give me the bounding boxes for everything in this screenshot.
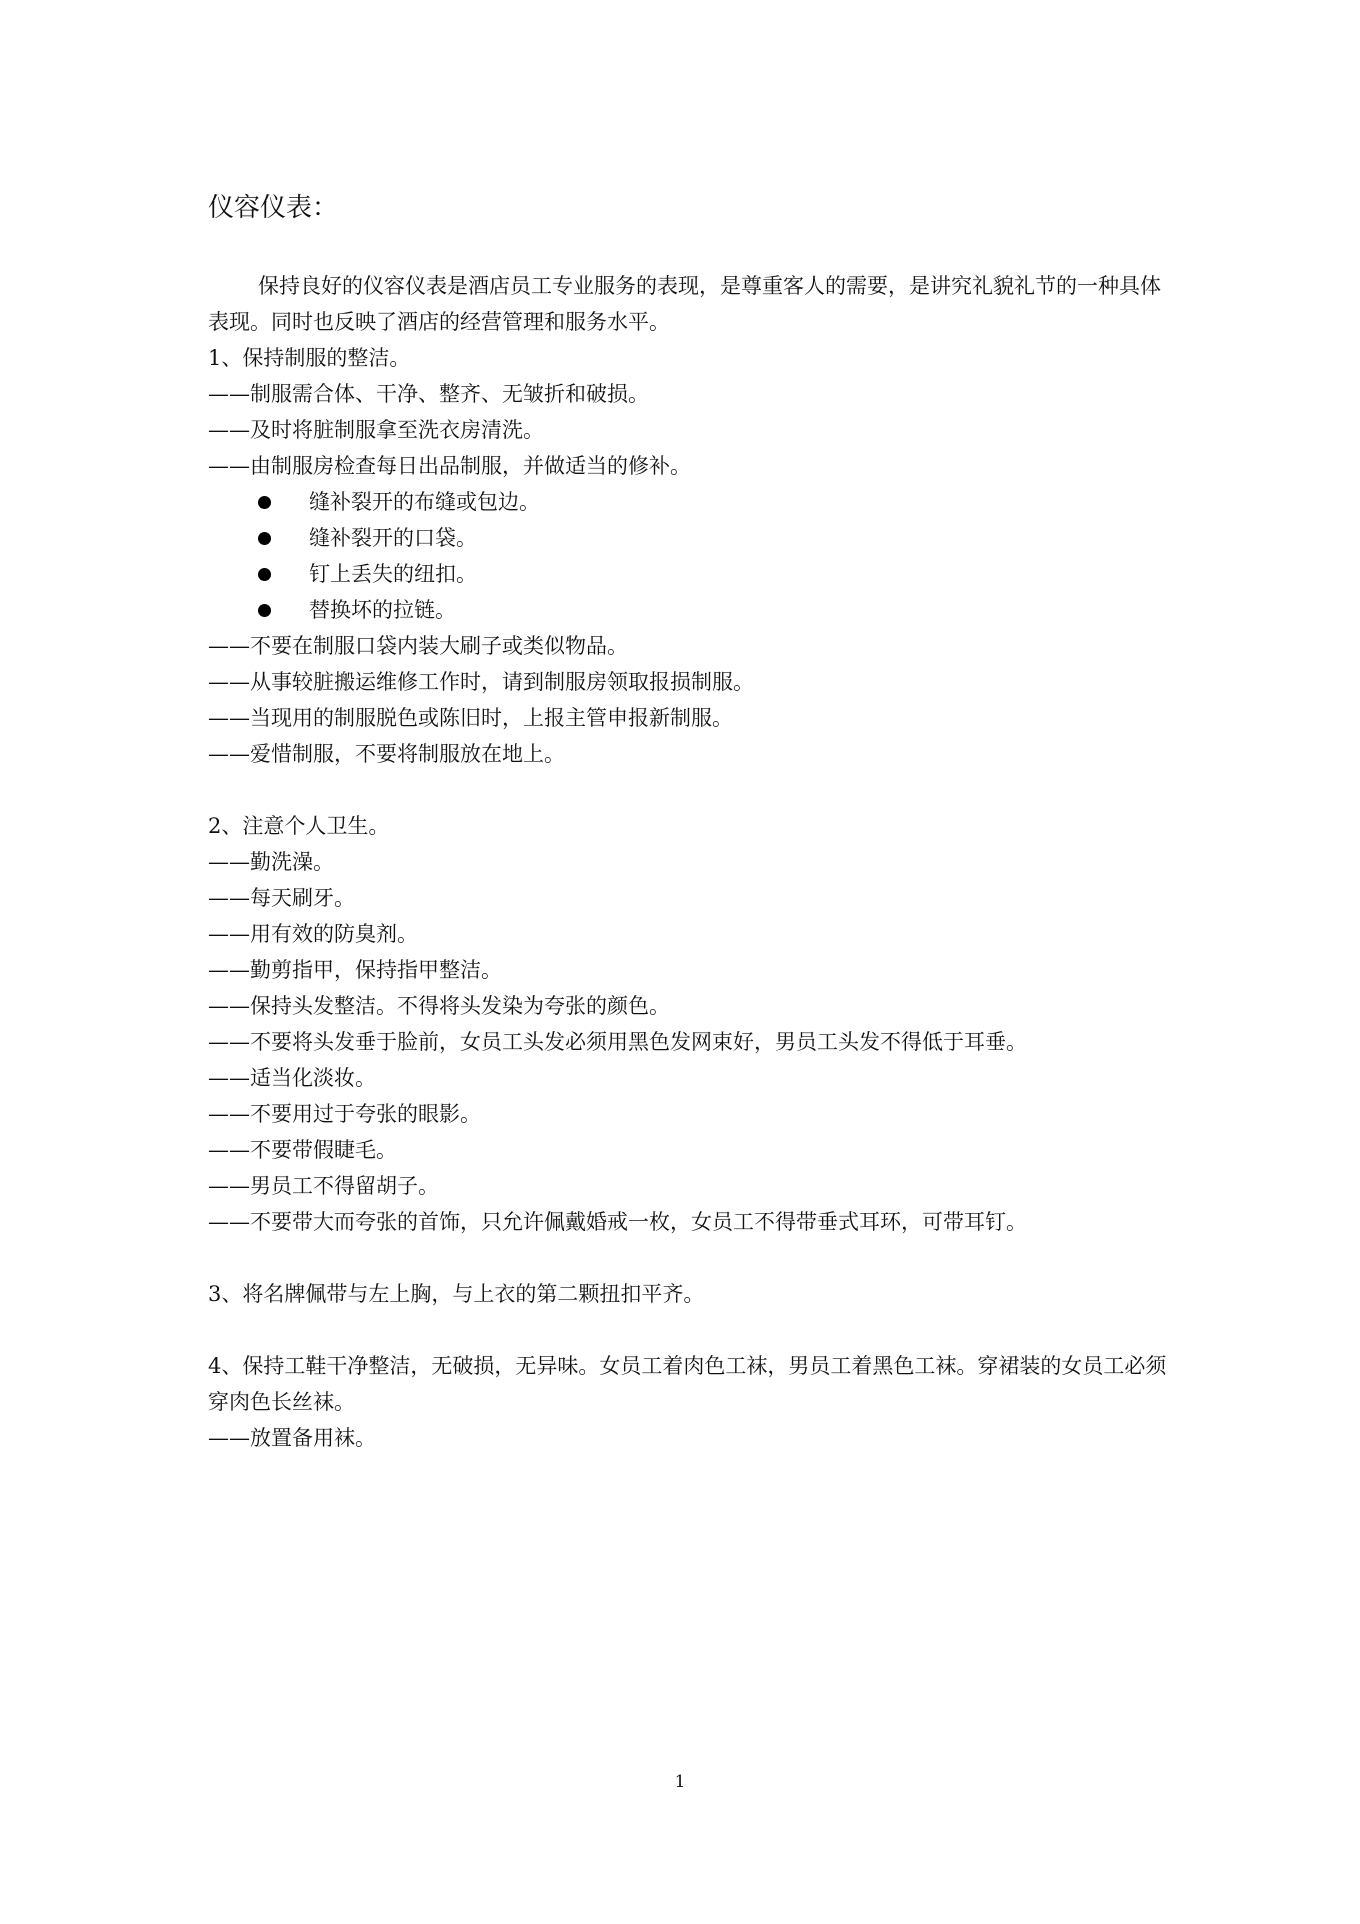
bullet-text: 钉上丢失的纽扣。 [309,562,477,586]
list-item: ——制服需合体、干净、整齐、无皱折和破损。 [208,382,649,406]
list-item: ——当现用的制服脱色或陈旧时，上报主管申报新制服。 [208,706,733,730]
list-item: ——由制服房检查每日出品制服，并做适当的修补。 [208,454,691,478]
bullet-list [208,484,1168,628]
bullet-dot-icon [258,496,271,509]
list-item: ——不要用过于夸张的眼影。 [208,1102,481,1126]
section-heading: 1、保持制服的整洁。 [208,346,411,370]
list-item: ——保持头发整洁。不得将头发染为夸张的颜色。 [208,994,670,1018]
list-item: ——勤剪指甲，保持指甲整洁。 [208,958,502,982]
bullet-text: 缝补裂开的口袋。 [309,526,477,550]
list-item: ——放置备用袜。 [208,1426,376,1450]
bullet-item [258,592,1168,628]
bullet-item [258,484,1168,520]
list-item: ——勤洗澡。 [208,850,334,874]
list-item: ——不要带假睫毛。 [208,1138,397,1162]
section-shoes [208,1348,1168,1456]
section-uniform [208,340,1168,772]
page-number: 1 [674,1772,686,1792]
section-paragraph: 4、保持工鞋干净整洁，无破损，无异味。女员工着肉色工袜，男员工着黑色工袜。穿裙装的女员工必须穿肉色长丝袜。 [208,1354,1167,1414]
bullet-item [258,556,1168,592]
list-item: ——爱惜制服，不要将制服放在地上。 [208,742,565,766]
list-item: ——从事较脏搬运维修工作时，请到制服房领取报损制服。 [208,670,754,694]
section-hygiene [208,808,1168,1240]
section-name-badge [208,1276,1168,1312]
bullet-text: 替换坏的拉链。 [309,598,456,622]
list-item: ——及时将脏制服拿至洗衣房清洗。 [208,418,544,442]
list-item: ——不要将头发垂于脸前，女员工头发必须用黑色发网束好，男员工头发不得低于耳垂。 [208,1030,1027,1054]
list-item: ——不要在制服口袋内装大刷子或类似物品。 [208,634,628,658]
list-item: ——适当化淡妆。 [208,1066,376,1090]
list-item: ——男员工不得留胡子。 [208,1174,439,1198]
list-item: ——每天刷牙。 [208,886,355,910]
bullet-dot-icon [258,568,271,581]
section-heading: 2、注意个人卫生。 [208,814,390,838]
section-heading: 3、将名牌佩带与左上胸，与上衣的第二颗扭扣平齐。 [208,1282,705,1306]
bullet-dot-icon [258,532,271,545]
list-item: ——用有效的防臭剂。 [208,922,418,946]
bullet-dot-icon [258,604,271,617]
page-title: 仪容仪表： [208,193,339,223]
bullet-item [258,520,1168,556]
list-item: ——不要带大而夸张的首饰，只允许佩戴婚戒一枚，女员工不得带垂式耳环，可带耳钉。 [208,1210,1027,1234]
document-content [208,190,1168,1456]
bullet-text: 缝补裂开的布缝或包边。 [309,490,540,514]
intro-paragraph: 保持良好的仪容仪表是酒店员工专业服务的表现，是尊重客人的需要，是讲究礼貌礼节的一种具体表现。同时也反映了酒店的经营管理和服务水平。 [208,274,1161,334]
